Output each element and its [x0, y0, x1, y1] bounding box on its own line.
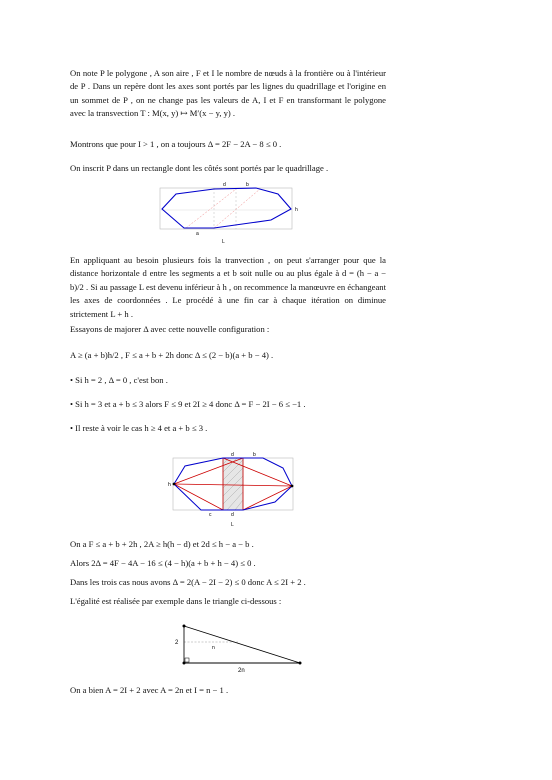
vertex-dot — [299, 662, 302, 665]
hatched-strip — [223, 458, 243, 510]
vertex-dot — [291, 485, 294, 488]
conclusion-delta-paragraph: Alors 2Δ = 4F − 4A − 16 ≤ (4 − h)(a + b + h − 4) ≤ 0 . — [70, 558, 256, 568]
case-h2-bullet: • Si h = 2 , Δ = 0 , c'est bon . — [70, 374, 386, 387]
inequalities-paragraph: On a F ≤ a + b + 2h , 2A ≥ h(h − d) et 2d ≤ h − a − b . — [70, 539, 254, 549]
vertex-dot — [173, 483, 176, 486]
case-h3-bullet: • Si h = 3 et a + b ≤ 3 alors F ≤ 9 et 2I ≥ 4 donc Δ = F − 2I − 6 ≤ −1 . — [70, 398, 386, 411]
label-2: 2 — [175, 640, 179, 646]
bound-paragraph: A ≥ (a + b)h/2 , F ≤ a + b + 2h donc Δ ≤ (2 − b)(a + b − 4) . — [70, 350, 274, 360]
final-paragraph: On a bien A = 2I + 2 avec A = 2n et I = n − 1 . — [70, 685, 229, 695]
triangle-hypotenuse — [184, 626, 300, 663]
label-h: h — [295, 207, 298, 213]
three-cases-paragraph: Dans les trois cas nous avons Δ = 2(A − 2I − 2) ≤ 0 donc A ≤ 2I + 2 . — [70, 577, 306, 587]
label-b: b — [246, 182, 249, 188]
label-d: d — [223, 182, 226, 188]
label-d-top: d — [231, 452, 234, 458]
label-b: b — [253, 452, 256, 458]
intro-paragraph: On note P le polygone , A son aire , F et I le nombre de nœuds à la frontière ou à l'intérieur de P . Dans un repère dont les axes sont portés par les lignes du quadrillage et l'origine en un sommet de P , on ne change pas les valeurs de A, I et F en transformant le polygone avec la transvection T : M(x, y) ↦ M′(x − y, y) . — [70, 68, 386, 119]
figure-polygon-triangulation — [165, 450, 305, 532]
label-c: c — [209, 512, 212, 518]
diagonal-line — [186, 189, 236, 228]
right-angle-mark — [185, 658, 189, 662]
vertex-dot — [183, 625, 186, 628]
label-n: n — [212, 645, 215, 651]
label-h: h — [168, 482, 171, 488]
label-d-bottom: d — [231, 512, 234, 518]
label-a: a — [196, 231, 199, 237]
equality-paragraph: L'égalité est réalisée par exemple dans le triangle ci-dessous : — [70, 596, 282, 606]
bounding-rectangle — [160, 188, 292, 229]
essay-paragraph: Essayons de majorer Δ avec cette nouvelle configuration : — [70, 324, 270, 334]
vertex-dot — [183, 662, 186, 665]
label-L: L — [231, 522, 234, 528]
polygon-P — [162, 188, 291, 228]
rectangle-paragraph: On inscrit P dans un rectangle dont les côtés sont portés par le quadrillage . — [70, 163, 329, 173]
case-remaining-bullet: • Il reste à voir le cas h ≥ 4 et a + b ≤ 3 . — [70, 422, 386, 435]
figure-polygon-rectangle — [150, 182, 310, 248]
claim-paragraph: Montrons que pour I > 1 , on a toujours Δ = 2F − 2A − 8 ≤ 0 . — [70, 139, 282, 149]
label-L: L — [222, 239, 225, 245]
label-2n: 2n — [238, 668, 245, 674]
figure-triangle — [170, 618, 310, 678]
transvection-paragraph: En appliquant au besoin plusieurs fois la tranvection , on peut s'arranger pour que la distance horizontale d entre les segments a et b soit nulle ou au plus égale à d = (h − a − b)/2 . Si au passage L est devenu inférieur à h , on recommence la manœuvre en échangeant les axes de coordonnées . Le procédé à une fin car à chaque itération on diminue strictement L + h . — [70, 255, 386, 319]
